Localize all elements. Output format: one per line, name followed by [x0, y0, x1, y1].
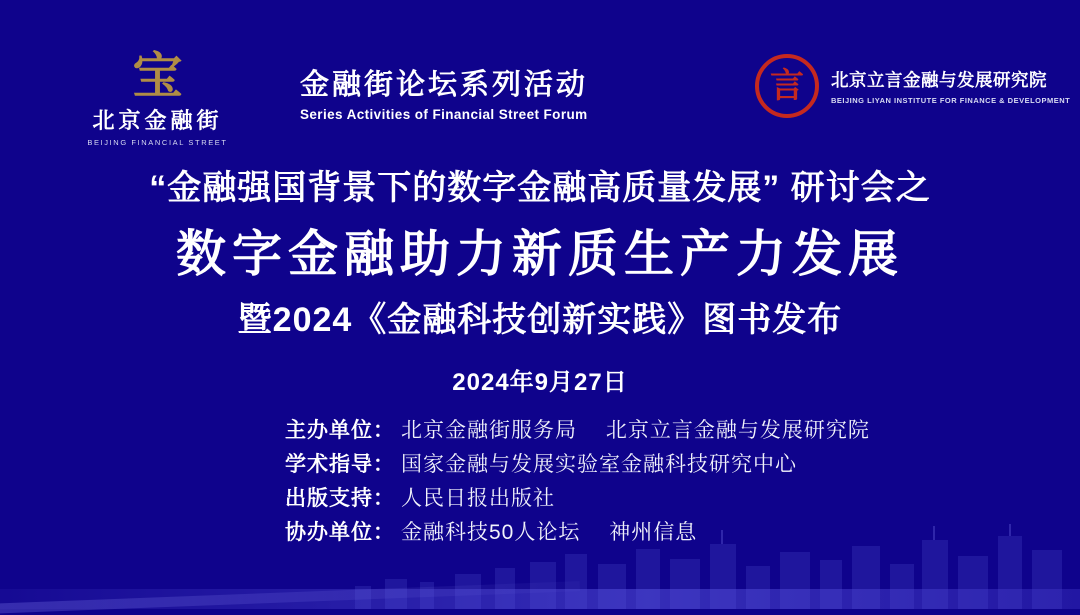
info-row-academic: [285, 450, 870, 484]
beijing-financial-street-logo: [75, 46, 240, 147]
event-date: 2024年9月27日: [452, 369, 628, 396]
gold-seal-icon: 宝: [132, 46, 183, 105]
forum-series-block: [300, 62, 588, 122]
info-label: 主办单位：: [285, 419, 395, 442]
left-logo-name-cn: 北京金融街: [92, 108, 223, 134]
info-value: 金融科技50人论坛 神州信息: [401, 521, 698, 544]
red-seal-glyph: 言: [770, 66, 804, 106]
event-subtitle: “金融强国背景下的数字金融高质量发展” 研讨会之: [149, 169, 931, 207]
right-logo-text: [831, 67, 1070, 105]
liyan-institute-logo: [755, 54, 1070, 118]
organizer-info-block: [285, 416, 870, 552]
info-row-host: [285, 416, 870, 450]
info-label: 学术指导：: [285, 453, 395, 476]
book-release-line: 暨2024《金融科技创新实践》图书发布: [237, 301, 843, 339]
info-row-publishing: [285, 484, 870, 518]
header: [0, 46, 1080, 147]
skyline-ground-band: [0, 589, 1080, 609]
info-row-coorganizer: [285, 518, 870, 552]
info-label: 协办单位：: [285, 521, 395, 544]
info-value: 北京金融街服务局 北京立言金融与发展研究院: [401, 419, 870, 442]
skyline-road-streak: [0, 581, 580, 615]
left-logo-name-en: BEIJING FINANCIAL STREET: [87, 138, 228, 147]
info-value: 国家金融与发展实验室金融科技研究中心: [401, 453, 797, 476]
right-logo-name-cn: 北京立言金融与发展研究院: [831, 70, 1047, 90]
red-seal-icon: [755, 54, 819, 118]
info-label: 出版支持：: [285, 487, 395, 510]
right-logo-name-en: BEIJING LIYAN INSTITUTE FOR FINANCE & DEVELOPMENT: [831, 96, 1071, 105]
info-value: 人民日报出版社: [401, 487, 555, 510]
event-main-title: 数字金融助力新质生产力发展: [176, 224, 904, 283]
forum-series-title-en: Series Activities of Financial Street Forum: [300, 107, 588, 122]
forum-series-title-cn: 金融街论坛系列活动: [300, 69, 589, 101]
